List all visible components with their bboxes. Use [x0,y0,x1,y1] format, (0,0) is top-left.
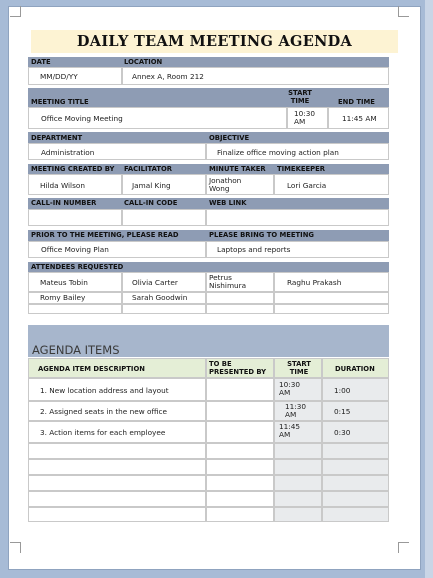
attendee-cell[interactable] [28,272,122,292]
value-end-time: 11:45 AM [342,114,377,123]
value-meeting-created-by: Hilda Wilson [40,181,85,190]
agenda-item-duration[interactable] [322,421,389,443]
agenda-item-description[interactable] [28,378,206,401]
attendee-cell[interactable] [206,272,274,292]
header-bar-date-location [28,57,389,67]
cell-department[interactable] [28,143,206,160]
agenda-item-start-text: 11:30 AM [285,402,307,420]
cell-meeting-title[interactable] [28,107,287,129]
agenda-item-duration-text: 1:00 [334,386,351,395]
col-header-description [28,358,206,378]
agenda-empty-cell[interactable] [28,443,206,459]
agenda-empty-cell[interactable] [322,507,389,522]
attendee-name: Petrus Nishimura [209,273,247,291]
agenda-item-start-text: 11:45 AM [279,422,301,440]
agenda-empty-cell[interactable] [322,443,389,459]
agenda-item-presenter[interactable] [206,378,274,401]
col-label-presenter: TO BE PRESENTED BY [209,360,267,377]
agenda-empty-cell[interactable] [274,475,322,491]
agenda-empty-cell[interactable] [206,491,274,507]
value-department: Administration [41,148,95,157]
agenda-item-description-text: 3. Action items for each employee [40,428,166,437]
attendee-cell[interactable] [28,292,122,304]
agenda-item-duration[interactable] [322,378,389,401]
col-header-duration [322,358,389,378]
agenda-empty-cell[interactable] [206,459,274,475]
agenda-empty-cell[interactable] [28,507,206,522]
label-meeting-created-by: MEETING CREATED BY [31,165,115,173]
attendee-name: Raghu Prakash [287,278,342,287]
attendee-name: Sarah Goodwin [132,293,188,302]
label-attendees: ATTENDEES REQUESTED [31,263,124,271]
agenda-item-description-text: 1. New location address and layout [40,386,169,395]
attendee-cell[interactable] [274,292,389,304]
agenda-item-description-text: 2. Assigned seats in the new office [40,407,168,416]
agenda-item-description[interactable] [28,401,206,421]
agenda-item-duration[interactable] [322,401,389,421]
label-date: DATE [31,58,51,66]
col-header-start-time [274,358,322,378]
attendee-cell[interactable] [274,272,389,292]
agenda-empty-cell[interactable] [28,459,206,475]
agenda-item-presenter[interactable] [206,421,274,443]
attendee-name: Olivia Carter [132,278,178,287]
vertical-scrollbar[interactable] [425,0,433,578]
label-prior-to-meeting: PRIOR TO THE MEETING, PLEASE READ [31,231,179,239]
agenda-empty-cell[interactable] [206,475,274,491]
col-header-presenter [206,358,274,378]
attendee-cell[interactable] [122,304,206,314]
value-date: MM/DD/YY [40,72,78,81]
cell-web-link[interactable] [206,209,389,226]
cell-bring[interactable] [206,241,389,258]
cell-date[interactable] [28,67,122,85]
cell-facilitator[interactable] [122,174,206,195]
agenda-empty-cell[interactable] [28,491,206,507]
col-label-start-time: START TIME [287,360,311,377]
value-timekeeper: Lori Garcia [287,181,327,190]
value-meeting-title: Office Moving Meeting [41,114,123,123]
attendee-cell[interactable] [206,304,274,314]
agenda-empty-cell[interactable] [206,507,274,522]
agenda-item-start-time[interactable] [274,421,322,443]
agenda-empty-cell[interactable] [274,507,322,522]
label-department: DEPARTMENT [31,134,83,142]
agenda-empty-cell[interactable] [274,443,322,459]
agenda-heading: AGENDA ITEMS [32,343,120,357]
cell-location[interactable] [122,67,389,85]
label-objective: OBJECTIVE [209,134,250,142]
cell-objective[interactable] [206,143,389,160]
cell-call-in-number[interactable] [28,209,122,226]
crop-mark-bottom-right [398,542,409,553]
agenda-empty-cell[interactable] [274,459,322,475]
agenda-item-start-time[interactable] [274,378,322,401]
value-location: Annex A, Room 212 [132,72,204,81]
value-start-time: 10:30 AM [294,109,316,127]
attendee-name: Mateus Tobin [40,278,88,287]
crop-mark-bottom-left [10,542,21,553]
agenda-item-duration-text: 0:30 [334,428,351,437]
label-minute-taker: MINUTE TAKER [209,165,266,173]
attendee-cell[interactable] [122,272,206,292]
attendee-cell[interactable] [274,304,389,314]
cell-start-time[interactable] [287,107,328,129]
cell-timekeeper[interactable] [274,174,389,195]
attendee-cell[interactable] [206,292,274,304]
agenda-empty-cell[interactable] [322,475,389,491]
agenda-empty-cell[interactable] [322,459,389,475]
attendee-cell[interactable] [28,304,122,314]
attendee-cell[interactable] [122,292,206,304]
value-facilitator: Jamal King [132,181,171,190]
agenda-empty-cell[interactable] [206,443,274,459]
col-label-duration: DURATION [335,365,375,373]
agenda-empty-cell[interactable] [322,491,389,507]
document-title: DAILY TEAM MEETING AGENDA [31,30,398,53]
agenda-empty-cell[interactable] [28,475,206,491]
label-meeting-title: MEETING TITLE [31,98,89,106]
label-location: LOCATION [124,58,163,66]
agenda-item-start-time[interactable] [274,401,322,421]
label-web-link: WEB LINK [209,199,247,207]
label-end-time: END TIME [338,98,375,106]
label-please-bring: PLEASE BRING TO MEETING [209,231,314,239]
attendee-name: Romy Bailey [40,293,86,302]
col-label-description: AGENDA ITEM DESCRIPTION [38,365,145,373]
value-objective: Finalize office moving action plan [217,148,339,157]
agenda-item-presenter[interactable] [206,401,274,421]
value-minute-taker: Jonathon Wong [209,176,242,194]
cell-minute-taker[interactable] [206,174,274,195]
value-prior-read: Office Moving Plan [41,245,109,254]
label-timekeeper: TIMEKEEPER [277,165,325,173]
agenda-item-duration-text: 0:15 [334,407,351,416]
agenda-empty-cell[interactable] [274,491,322,507]
value-bring: Laptops and reports [217,245,291,254]
label-start-time: START TIME [288,89,312,106]
cell-end-time[interactable] [328,107,389,129]
crop-mark-top-right [398,6,409,17]
cell-prior-read[interactable] [28,241,206,258]
crop-mark-top-left [10,6,21,17]
label-call-in-number: CALL-IN NUMBER [31,199,97,207]
label-facilitator: FACILITATOR [124,165,172,173]
agenda-item-description[interactable] [28,421,206,443]
label-call-in-code: CALL-IN CODE [124,199,178,207]
cell-meeting-created-by[interactable] [28,174,122,195]
cell-call-in-code[interactable] [122,209,206,226]
agenda-item-start-text: 10:30 AM [279,380,301,398]
